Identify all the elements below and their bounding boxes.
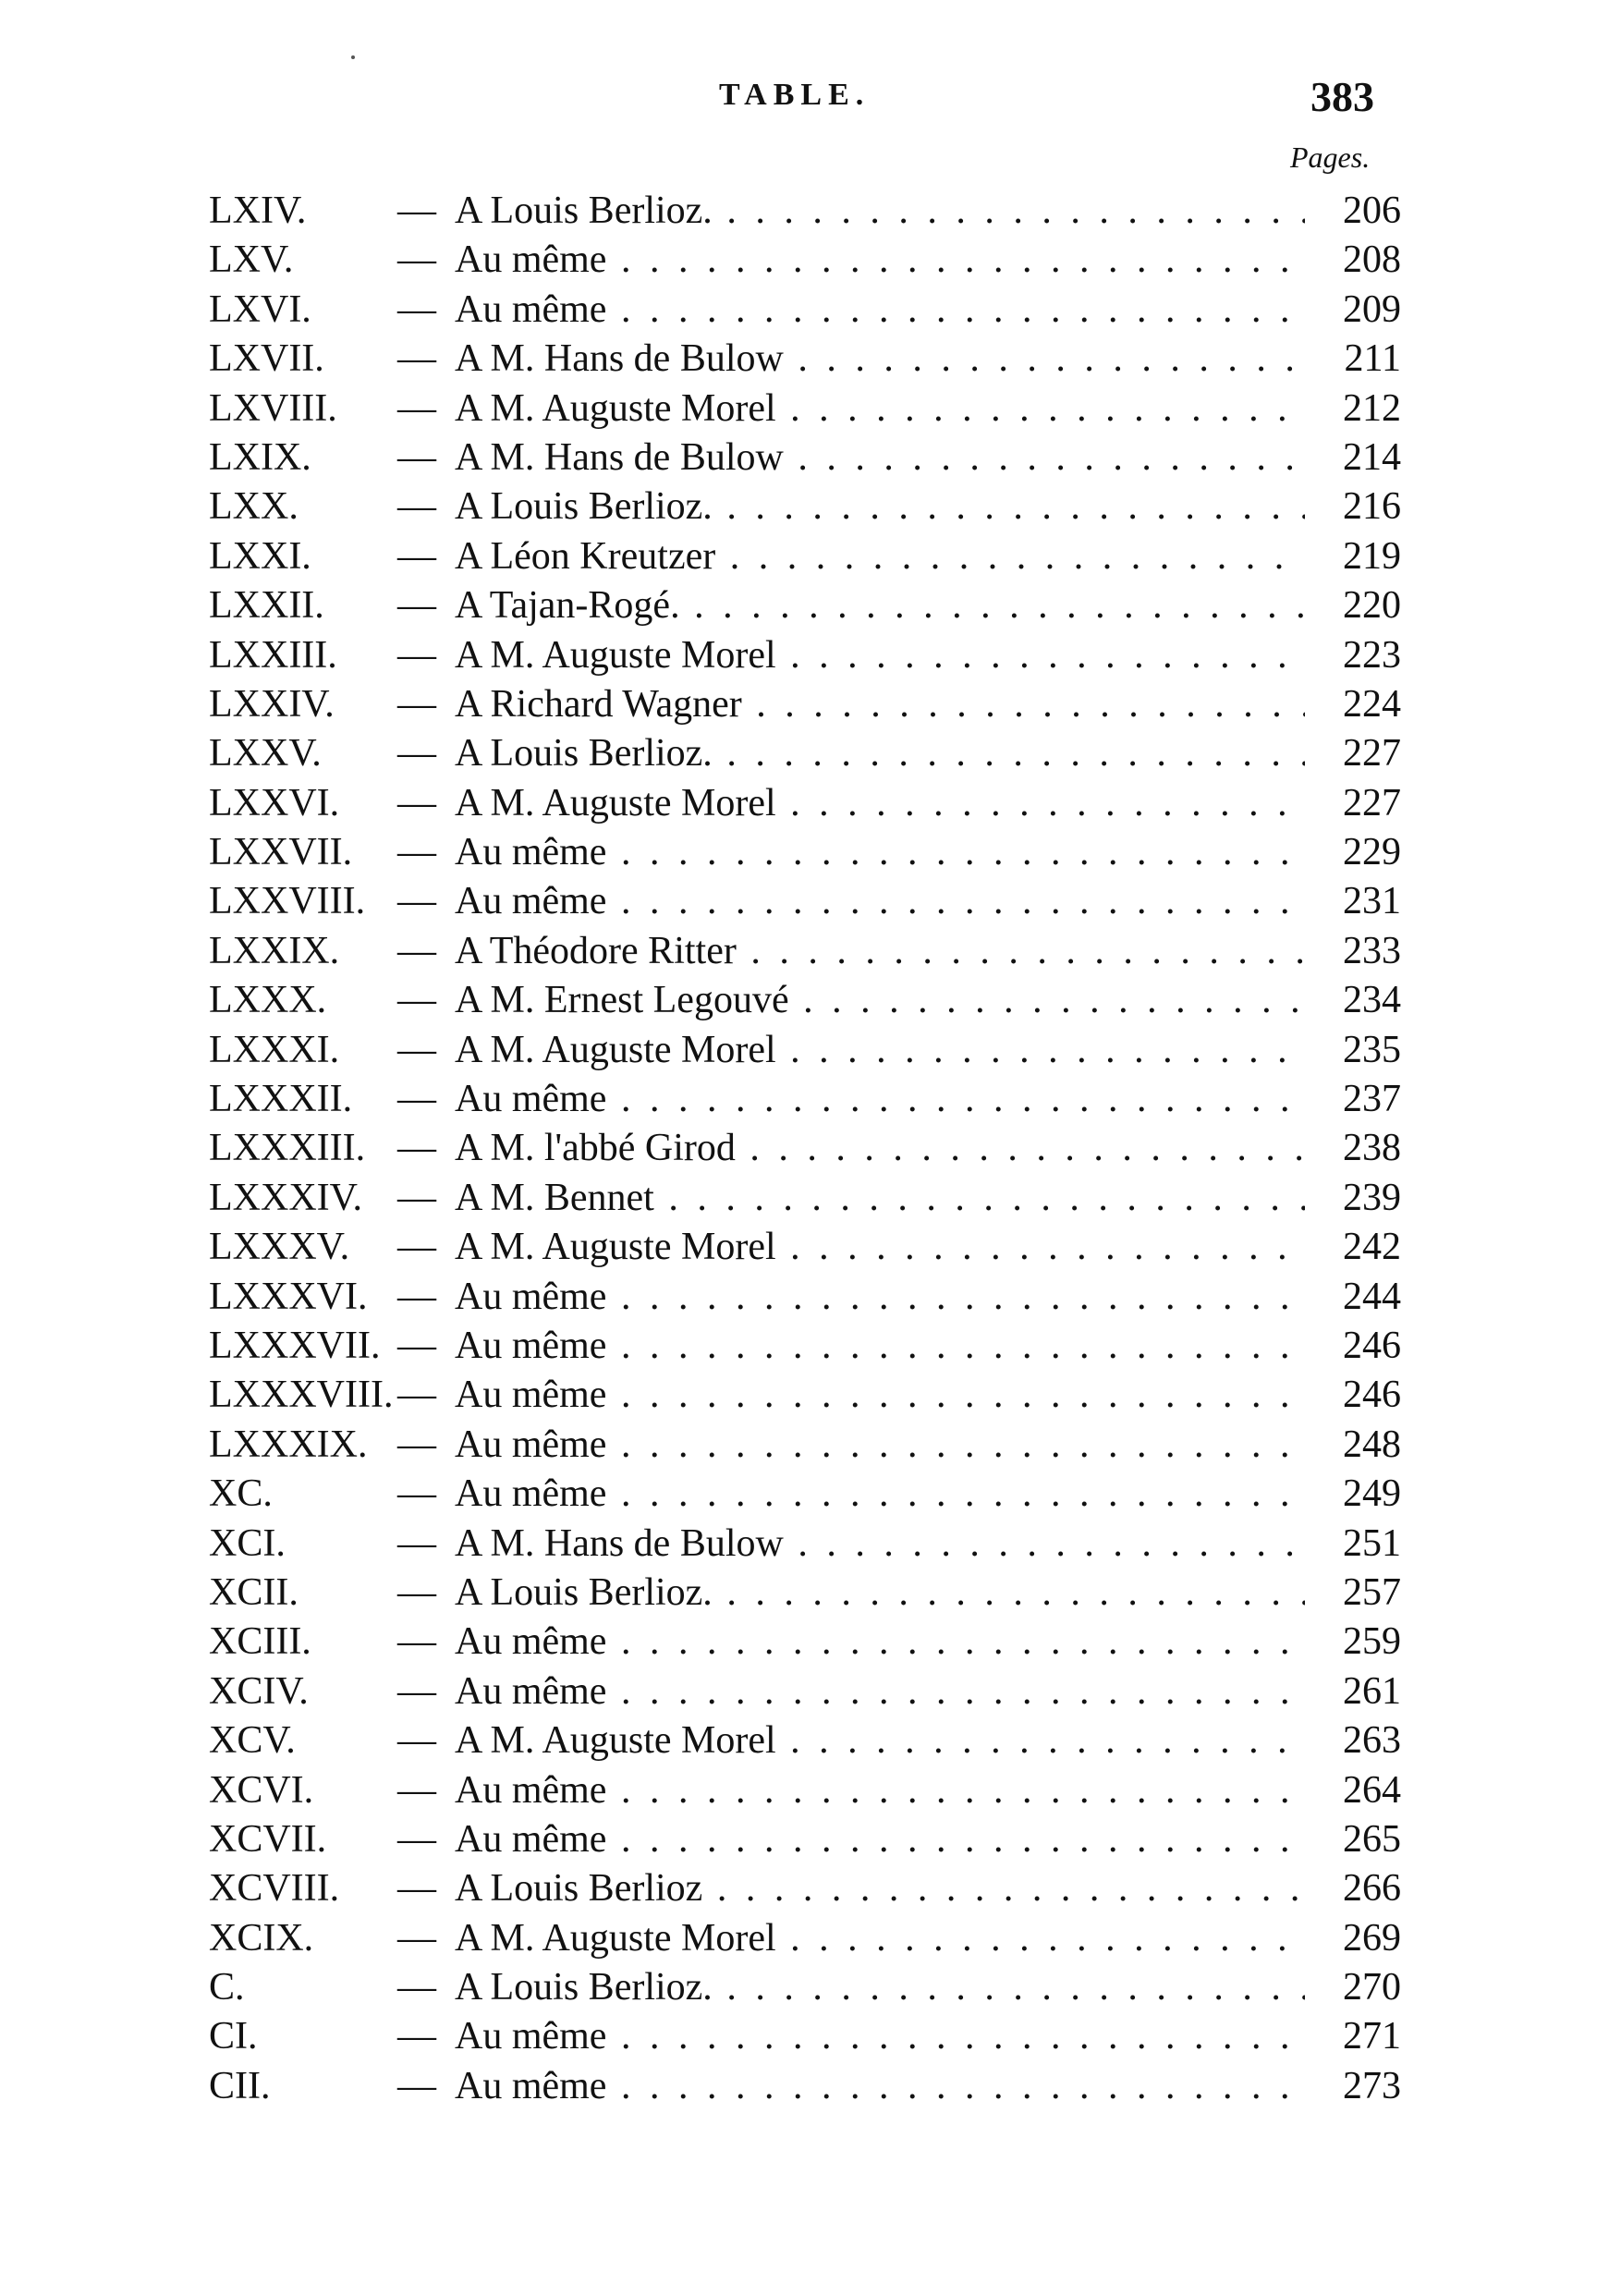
entry-title: A M. l'abbé Girod . . . (455, 1124, 1305, 1173)
entry-number: XCII. (209, 1570, 299, 1614)
entry-number: LXXI. (209, 534, 311, 578)
toc-entry (209, 236, 1401, 285)
entry-page: 237 (1343, 1078, 1401, 1121)
entry-page: 206 (1343, 189, 1401, 232)
toc-entry (209, 2012, 1401, 2061)
entry-dash: — (397, 189, 436, 232)
entry-number: LXX. (209, 485, 299, 529)
entry-title: A Louis Berlioz. . . . (455, 729, 1305, 778)
entry-dash: — (397, 1078, 436, 1121)
entry-title: Au même . . . (455, 1322, 1305, 1371)
entry-dash: — (397, 1867, 436, 1911)
entry-title: A M. Auguste Morel . . . (455, 779, 1305, 828)
entry-number: LXXIV. (209, 682, 335, 726)
toc-entry (209, 1322, 1401, 1371)
entry-dash: — (397, 781, 436, 824)
entry-page: 231 (1343, 880, 1401, 923)
entry-number: LXXVIII. (209, 880, 366, 923)
entry-page: 214 (1343, 435, 1401, 479)
entry-title: Au même . . . (455, 236, 1305, 285)
entry-dash: — (397, 238, 436, 282)
toc-entry (209, 631, 1401, 680)
entry-dash: — (397, 1570, 436, 1614)
entry-title: Au même . . . (455, 1766, 1305, 1815)
toc-entry (209, 877, 1401, 926)
entry-number: LXVI. (209, 287, 311, 331)
page-number: 383 (1310, 73, 1374, 120)
entry-number: LXXXIV. (209, 1176, 363, 1219)
entry-page: 264 (1343, 1768, 1401, 1812)
toc-entry (209, 581, 1401, 630)
entry-number: XCIII. (209, 1620, 311, 1664)
entry-number: XC. (209, 1472, 273, 1516)
toc-entry (209, 1963, 1401, 2012)
entry-dash: — (397, 534, 436, 578)
toc-entry (209, 187, 1401, 236)
entry-dash: — (397, 1324, 436, 1367)
entry-title: A M. Auguste Morel . . . (455, 1026, 1305, 1075)
entry-number: CI. (209, 2015, 258, 2058)
entry-dash: — (397, 831, 436, 874)
entry-dash: — (397, 979, 436, 1022)
entry-number: LXXVII. (209, 831, 353, 874)
entry-page: 269 (1343, 1916, 1401, 1960)
toc-entry (209, 434, 1401, 482)
entry-number: XCVIII. (209, 1867, 340, 1911)
entry-title: A M. Auguste Morel . . . (455, 385, 1305, 434)
toc-entry (209, 1223, 1401, 1272)
entry-dash: — (397, 435, 436, 479)
entry-page: 246 (1343, 1374, 1401, 1417)
entry-title: A M. Bennet . . . (455, 1174, 1305, 1223)
entry-dash: — (397, 682, 436, 726)
entry-number: XCVI. (209, 1768, 314, 1812)
toc-entry (209, 335, 1401, 384)
toc-entry (209, 1421, 1401, 1470)
entry-title: A Tajan-Rogé. . . . (455, 581, 1305, 630)
entry-title: A Théodore Ritter . . . (455, 927, 1305, 976)
entry-page: 224 (1343, 682, 1401, 726)
entry-page: 219 (1343, 534, 1401, 578)
toc-entry (209, 532, 1401, 581)
entry-number: LXVII. (209, 337, 324, 381)
entry-title: A Louis Berlioz. . . . (455, 482, 1305, 531)
entry-dash: — (397, 584, 436, 628)
entry-number: XCIX. (209, 1916, 314, 1960)
entry-title: Au même . . . (455, 2012, 1305, 2061)
entry-title: A Louis Berlioz. . . . (455, 1963, 1305, 2012)
entry-page: 273 (1343, 2064, 1401, 2107)
entry-dash: — (397, 1521, 436, 1565)
toc-entry (209, 779, 1401, 828)
entry-page: 259 (1343, 1620, 1401, 1664)
toc-entry (209, 976, 1401, 1025)
entry-number: LXXXIII. (209, 1127, 366, 1170)
toc-entry (209, 1815, 1401, 1864)
entry-page: 265 (1343, 1817, 1401, 1861)
entry-page: 227 (1343, 781, 1401, 824)
entry-number: XCIV. (209, 1669, 309, 1713)
entry-title: Au même . . . (455, 877, 1305, 926)
entry-dash: — (397, 2064, 436, 2107)
entry-dash: — (397, 1275, 436, 1318)
entry-number: LXV. (209, 238, 294, 282)
toc-entry (209, 1026, 1401, 1075)
toc-entry (209, 1273, 1401, 1322)
entry-page: 211 (1344, 337, 1401, 381)
entry-number: LXXII. (209, 584, 324, 628)
toc-entry (209, 1766, 1401, 1815)
entry-title: Au même . . . (455, 1273, 1305, 1322)
entry-dash: — (397, 1226, 436, 1269)
entry-number: LXXVI. (209, 781, 340, 824)
entry-number: LXXXVI. (209, 1275, 368, 1318)
entry-page: 249 (1343, 1472, 1401, 1516)
entry-dash: — (397, 1966, 436, 2009)
entry-page: 244 (1343, 1275, 1401, 1318)
entry-page: 229 (1343, 831, 1401, 874)
entry-number: LXXIII. (209, 633, 337, 677)
entry-page: 263 (1343, 1719, 1401, 1763)
toc-entry (209, 927, 1401, 976)
running-title: TABLE. (719, 78, 871, 112)
entry-number: XCV. (209, 1719, 296, 1763)
entry-dash: — (397, 1423, 436, 1466)
entry-number: LXXXIX. (209, 1423, 368, 1466)
entry-title: Au même . . . (455, 828, 1305, 877)
entry-number: XCI. (209, 1521, 286, 1565)
entry-title: Au même . . . (455, 1421, 1305, 1470)
entry-title: A Richard Wagner . . . (455, 680, 1305, 729)
entry-dash: — (397, 1669, 436, 1713)
entry-dash: — (397, 880, 436, 923)
entry-page: 251 (1343, 1521, 1401, 1565)
entry-page: 261 (1343, 1669, 1401, 1713)
entry-dash: — (397, 1374, 436, 1417)
entry-number: LXXXVIII. (209, 1374, 394, 1417)
entry-page: 246 (1343, 1324, 1401, 1367)
toc-entry (209, 482, 1401, 531)
entry-number: LXXXII. (209, 1078, 353, 1121)
toc-entry (209, 1667, 1401, 1716)
toc-entry (209, 1914, 1401, 1963)
toc-entry (209, 680, 1401, 729)
toc-entry (209, 1174, 1401, 1223)
entry-dash: — (397, 633, 436, 677)
entry-page: 238 (1343, 1127, 1401, 1170)
entry-number: LXXV. (209, 732, 322, 776)
entry-title: A Louis Berlioz. . . . (455, 1569, 1305, 1618)
entry-dash: — (397, 1817, 436, 1861)
entry-dash: — (397, 485, 436, 529)
entry-number: LXXIX. (209, 929, 340, 972)
entry-page: 220 (1343, 584, 1401, 628)
entry-number: LXVIII. (209, 386, 337, 430)
entry-page: 234 (1343, 979, 1401, 1022)
entry-page: 257 (1343, 1570, 1401, 1614)
entry-title: A M. Hans de Bulow . . . (455, 335, 1305, 384)
entry-title: A M. Auguste Morel . . . (455, 1914, 1305, 1963)
entry-number: XCVII. (209, 1817, 327, 1861)
toc-entry (209, 1864, 1401, 1913)
entry-page: 208 (1343, 238, 1401, 282)
entry-page: 212 (1343, 386, 1401, 430)
toc-entry (209, 828, 1401, 877)
entry-number: LXXX. (209, 979, 327, 1022)
entry-dash: — (397, 1176, 436, 1219)
entry-page: 266 (1343, 1867, 1401, 1911)
entry-page: 239 (1343, 1176, 1401, 1219)
toc-entry (209, 385, 1401, 434)
entry-title: Au même . . . (455, 1815, 1305, 1864)
entry-title: A M. Hans de Bulow . . . (455, 1520, 1305, 1569)
entry-title: Au même . . . (455, 1667, 1305, 1716)
entry-dash: — (397, 287, 436, 331)
entry-page: 227 (1343, 732, 1401, 776)
entry-dash: — (397, 386, 436, 430)
entry-title: Au même . . . (455, 1371, 1305, 1420)
entry-dash: — (397, 1768, 436, 1812)
toc-entry (209, 286, 1401, 335)
entry-dash: — (397, 1916, 436, 1960)
entry-dash: — (397, 929, 436, 972)
entry-dash: — (397, 1719, 436, 1763)
toc-entry (209, 1124, 1401, 1173)
entry-title: Au même . . . (455, 1618, 1305, 1667)
entry-dash: — (397, 1127, 436, 1170)
entry-page: 271 (1343, 2015, 1401, 2058)
entry-page: 216 (1343, 485, 1401, 529)
toc-entry (209, 1569, 1401, 1618)
entry-number: CII. (209, 2064, 271, 2107)
toc-entry (209, 1618, 1401, 1667)
entry-number: LXXXV. (209, 1226, 350, 1269)
entry-title: A Louis Berlioz. . . . (455, 187, 1305, 236)
print-speck (351, 55, 355, 59)
entry-page: 233 (1343, 929, 1401, 972)
entry-page: 209 (1343, 287, 1401, 331)
entry-page: 235 (1343, 1028, 1401, 1071)
toc-entry (209, 1520, 1401, 1569)
entry-number: LXIV. (209, 189, 307, 232)
entry-number: LXXXI. (209, 1028, 340, 1071)
entry-title: A M. Hans de Bulow . . . (455, 434, 1305, 482)
entry-number: LXXXVII. (209, 1324, 381, 1367)
toc-entry (209, 729, 1401, 778)
entry-number: LXIX. (209, 435, 311, 479)
entry-dash: — (397, 732, 436, 776)
entry-page: 223 (1343, 633, 1401, 677)
table-of-contents (209, 187, 1401, 2111)
entry-title: Au même . . . (455, 1470, 1305, 1519)
entry-page: 270 (1343, 1966, 1401, 2009)
toc-entry (209, 1075, 1401, 1124)
entry-title: A M. Auguste Morel . . . (455, 631, 1305, 680)
entry-title: A Léon Kreutzer . . . (455, 532, 1305, 581)
entry-title: A M. Ernest Legouvé . . . (455, 976, 1305, 1025)
entry-title: Au même . . . (455, 1075, 1305, 1124)
toc-entry (209, 1470, 1401, 1519)
toc-entry (209, 2062, 1401, 2111)
entry-title: A Louis Berlioz . . . (455, 1864, 1305, 1913)
toc-entry (209, 1371, 1401, 1420)
entry-page: 242 (1343, 1226, 1401, 1269)
entry-page: 248 (1343, 1423, 1401, 1466)
entry-title: A M. Auguste Morel . . . (455, 1223, 1305, 1272)
entry-title: A M. Auguste Morel . . . (455, 1716, 1305, 1765)
pages-column-label: Pages. (1290, 140, 1371, 174)
entry-dash: — (397, 1028, 436, 1071)
entry-dash: — (397, 1620, 436, 1664)
entry-title: Au même . . . (455, 2062, 1305, 2111)
entry-dash: — (397, 337, 436, 381)
entry-dash: — (397, 2015, 436, 2058)
entry-dash: — (397, 1472, 436, 1516)
entry-number: C. (209, 1966, 245, 2009)
toc-entry (209, 1716, 1401, 1765)
entry-title: Au même . . . (455, 286, 1305, 335)
